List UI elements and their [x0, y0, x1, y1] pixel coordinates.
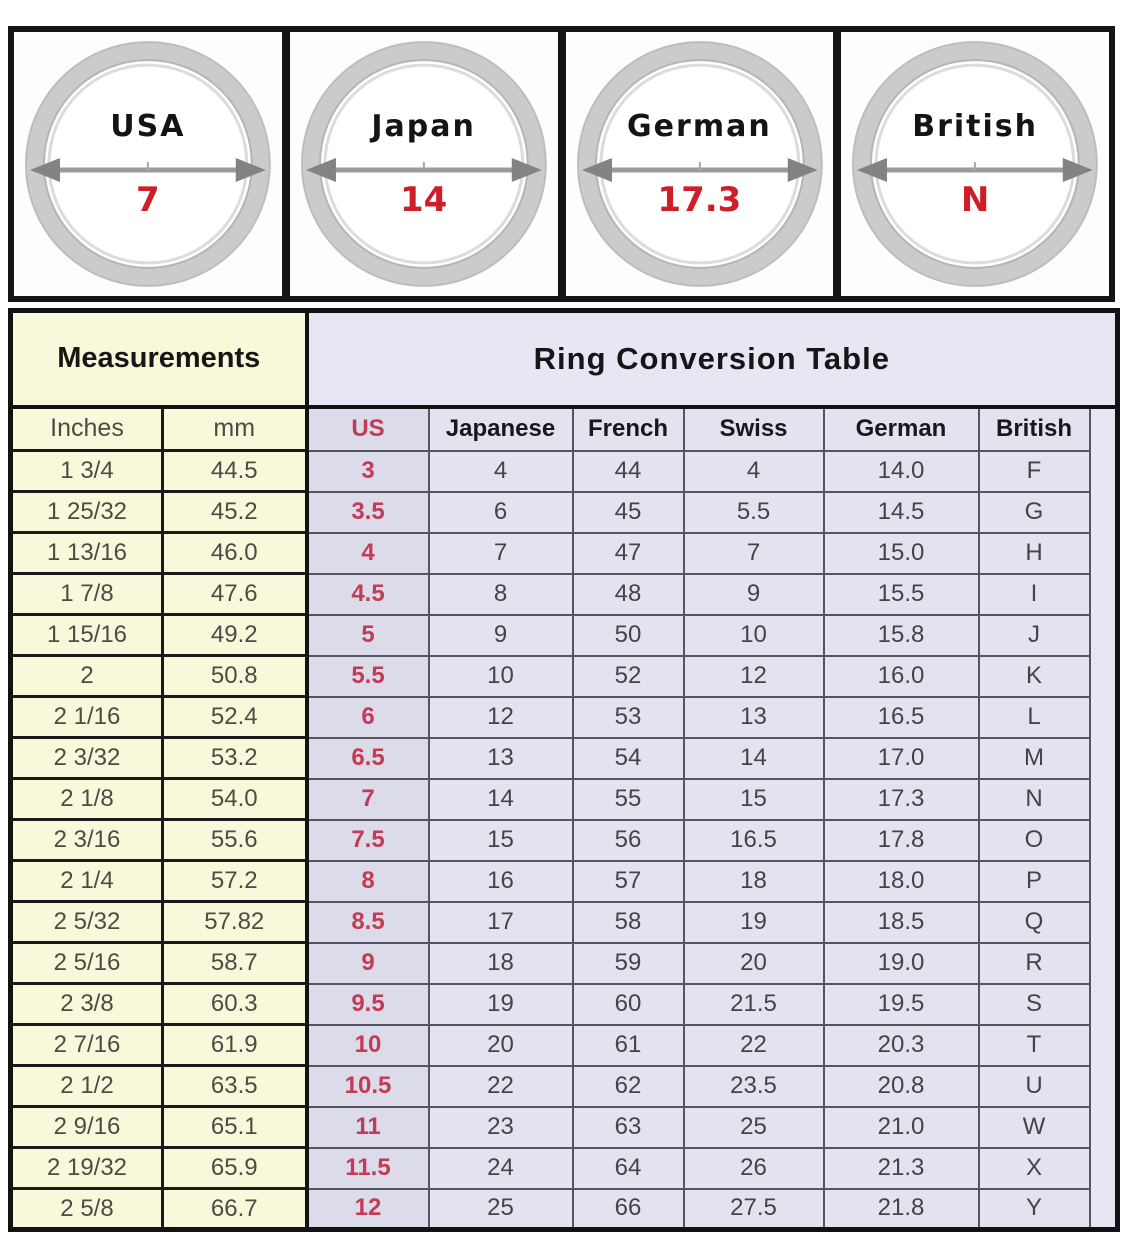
cell-us: 7.5: [307, 820, 429, 861]
cell-japanese: 12: [429, 697, 573, 738]
cell-japanese: 19: [429, 984, 573, 1025]
table-row: [11, 1025, 1118, 1066]
cell-inches: 2 5/16: [11, 943, 163, 984]
cell-japanese: 13: [429, 738, 573, 779]
cell-german: 19.5: [824, 984, 979, 1025]
cell-japanese: 25: [429, 1189, 573, 1230]
column-header-row: [11, 407, 1118, 451]
cell-inches: 1 13/16: [11, 533, 163, 574]
cell-french: 53: [573, 697, 684, 738]
cell-french: 52: [573, 656, 684, 697]
cell-british: T: [979, 1025, 1090, 1066]
ring-diagrams-band: [8, 26, 1115, 302]
cell-british: H: [979, 533, 1090, 574]
col-header-us: US: [307, 407, 429, 451]
cell-japanese: 22: [429, 1066, 573, 1107]
cell-inches: 2 5/8: [11, 1189, 163, 1230]
cell-french: 61: [573, 1025, 684, 1066]
cell-inches: 2 3/32: [11, 738, 163, 779]
cell-german: 15.8: [824, 615, 979, 656]
cell-british: I: [979, 574, 1090, 615]
cell-inches: 2 3/8: [11, 984, 163, 1025]
ring-size-value: 17.3: [657, 179, 742, 220]
cell-swiss: 26: [684, 1148, 824, 1189]
cell-british: G: [979, 492, 1090, 533]
cell-swiss: 22: [684, 1025, 824, 1066]
cell-swiss: 27.5: [684, 1189, 824, 1230]
cell-swiss: 4: [684, 451, 824, 492]
cell-us: 7: [307, 779, 429, 820]
cell-japanese: 10: [429, 656, 573, 697]
col-header-japanese: Japanese: [429, 407, 573, 451]
cell-british: J: [979, 615, 1090, 656]
cell-japanese: 8: [429, 574, 573, 615]
cell-mm: 45.2: [163, 492, 307, 533]
table-row: [11, 820, 1118, 861]
ring-conversion-table: [8, 308, 1120, 1232]
cell-german: 20.8: [824, 1066, 979, 1107]
cell-swiss: 19: [684, 902, 824, 943]
ring-size-value: N: [960, 179, 990, 220]
cell-japanese: 4: [429, 451, 573, 492]
cell-us: 4: [307, 533, 429, 574]
cell-us: 6: [307, 697, 429, 738]
cell-french: 59: [573, 943, 684, 984]
cell-german: 15.5: [824, 574, 979, 615]
cell-mm: 66.7: [163, 1189, 307, 1230]
cell-french: 55: [573, 779, 684, 820]
cell-swiss: 21.5: [684, 984, 824, 1025]
table-row: [11, 738, 1118, 779]
cell-us: 12: [307, 1189, 429, 1230]
cell-us: 10.5: [307, 1066, 429, 1107]
cell-mm: 52.4: [163, 697, 307, 738]
cell-swiss: 16.5: [684, 820, 824, 861]
cell-german: 21.8: [824, 1189, 979, 1230]
cell-inches: 2 5/32: [11, 902, 163, 943]
conversion-table-title: Ring Conversion Table: [307, 311, 1118, 407]
cell-inches: 2 9/16: [11, 1107, 163, 1148]
cell-mm: 44.5: [163, 451, 307, 492]
cell-japanese: 15: [429, 820, 573, 861]
cell-inches: 2 1/4: [11, 861, 163, 902]
cell-us: 11.5: [307, 1148, 429, 1189]
cell-british: U: [979, 1066, 1090, 1107]
col-header-german: German: [824, 407, 979, 451]
cell-japanese: 6: [429, 492, 573, 533]
cell-japanese: 7: [429, 533, 573, 574]
ring-icon: [290, 32, 558, 296]
cell-swiss: 14: [684, 738, 824, 779]
cell-swiss: 13: [684, 697, 824, 738]
cell-inches: 2 19/32: [11, 1148, 163, 1189]
cell-german: 19.0: [824, 943, 979, 984]
cell-british: O: [979, 820, 1090, 861]
table-row: [11, 1107, 1118, 1148]
ring-icon: [841, 32, 1109, 296]
cell-french: 57: [573, 861, 684, 902]
cell-french: 60: [573, 984, 684, 1025]
cell-inches: 2 1/8: [11, 779, 163, 820]
cell-french: 56: [573, 820, 684, 861]
cell-british: X: [979, 1148, 1090, 1189]
cell-mm: 55.6: [163, 820, 307, 861]
col-header-mm: mm: [163, 407, 307, 451]
col-header-inches: Inches: [11, 407, 163, 451]
col-header-swiss: Swiss: [684, 407, 824, 451]
ring-diagram-british: [833, 32, 1109, 296]
ring-size-value: 7: [136, 179, 160, 220]
cell-swiss: 25: [684, 1107, 824, 1148]
cell-japanese: 20: [429, 1025, 573, 1066]
cell-german: 14.5: [824, 492, 979, 533]
cell-swiss: 7: [684, 533, 824, 574]
cell-japanese: 17: [429, 902, 573, 943]
cell-british: R: [979, 943, 1090, 984]
cell-inches: 2 1/2: [11, 1066, 163, 1107]
ring-diagram-usa: [14, 32, 282, 296]
table-row: [11, 1189, 1118, 1230]
cell-british: L: [979, 697, 1090, 738]
table-row: [11, 779, 1118, 820]
cell-german: 21.0: [824, 1107, 979, 1148]
ring-diagram-japan: [282, 32, 558, 296]
cell-us: 9: [307, 943, 429, 984]
cell-inches: 1 25/32: [11, 492, 163, 533]
ring-region-label: Japan: [371, 108, 476, 144]
ring-size-value: 14: [399, 179, 448, 220]
cell-us: 5.5: [307, 656, 429, 697]
col-header-british: British: [979, 407, 1090, 451]
cell-japanese: 23: [429, 1107, 573, 1148]
table-row: [11, 861, 1118, 902]
cell-french: 45: [573, 492, 684, 533]
cell-mm: 58.7: [163, 943, 307, 984]
cell-mm: 53.2: [163, 738, 307, 779]
cell-inches: 2 3/16: [11, 820, 163, 861]
table-row: [11, 902, 1118, 943]
table-row: [11, 697, 1118, 738]
cell-swiss: 20: [684, 943, 824, 984]
cell-swiss: 12: [684, 656, 824, 697]
cell-us: 9.5: [307, 984, 429, 1025]
cell-british: N: [979, 779, 1090, 820]
cell-mm: 61.9: [163, 1025, 307, 1066]
cell-us: 11: [307, 1107, 429, 1148]
ring-region-label: German: [627, 108, 772, 144]
cell-japanese: 9: [429, 615, 573, 656]
cell-inches: 1 15/16: [11, 615, 163, 656]
cell-british: P: [979, 861, 1090, 902]
cell-us: 8.5: [307, 902, 429, 943]
ring-region-label: USA: [110, 108, 186, 144]
cell-inches: 2 1/16: [11, 697, 163, 738]
cell-inches: 1 7/8: [11, 574, 163, 615]
cell-german: 16.0: [824, 656, 979, 697]
cell-us: 6.5: [307, 738, 429, 779]
cell-japanese: 14: [429, 779, 573, 820]
cell-mm: 54.0: [163, 779, 307, 820]
cell-mm: 60.3: [163, 984, 307, 1025]
table-row: [11, 451, 1118, 492]
cell-us: 5: [307, 615, 429, 656]
cell-us: 4.5: [307, 574, 429, 615]
cell-mm: 50.8: [163, 656, 307, 697]
cell-british: W: [979, 1107, 1090, 1148]
table-row: [11, 533, 1118, 574]
cell-british: Q: [979, 902, 1090, 943]
cell-french: 58: [573, 902, 684, 943]
table-row: [11, 656, 1118, 697]
cell-mm: 57.2: [163, 861, 307, 902]
cell-swiss: 10: [684, 615, 824, 656]
cell-swiss: 23.5: [684, 1066, 824, 1107]
cell-french: 64: [573, 1148, 684, 1189]
cell-us: 3: [307, 451, 429, 492]
cell-swiss: 5.5: [684, 492, 824, 533]
cell-german: 14.0: [824, 451, 979, 492]
cell-french: 48: [573, 574, 684, 615]
ring-icon: [566, 32, 834, 296]
cell-british: K: [979, 656, 1090, 697]
table-row: [11, 943, 1118, 984]
right-spacer-strip: [1090, 407, 1118, 1230]
conversion-table-section: [8, 308, 1120, 1232]
cell-inches: 2: [11, 656, 163, 697]
cell-us: 10: [307, 1025, 429, 1066]
table-row: [11, 984, 1118, 1025]
cell-british: S: [979, 984, 1090, 1025]
cell-french: 54: [573, 738, 684, 779]
table-row: [11, 1066, 1118, 1107]
table-row: [11, 574, 1118, 615]
ring-icon: [14, 32, 282, 296]
cell-german: 17.0: [824, 738, 979, 779]
cell-french: 63: [573, 1107, 684, 1148]
cell-german: 18.5: [824, 902, 979, 943]
measurements-header: Measurements: [11, 311, 307, 407]
cell-swiss: 15: [684, 779, 824, 820]
cell-british: Y: [979, 1189, 1090, 1230]
cell-swiss: 18: [684, 861, 824, 902]
table-row: [11, 615, 1118, 656]
cell-mm: 63.5: [163, 1066, 307, 1107]
cell-mm: 49.2: [163, 615, 307, 656]
cell-french: 50: [573, 615, 684, 656]
cell-german: 21.3: [824, 1148, 979, 1189]
col-header-french: French: [573, 407, 684, 451]
table-row: [11, 492, 1118, 533]
ring-region-label: British: [912, 108, 1039, 144]
cell-british: M: [979, 738, 1090, 779]
cell-french: 62: [573, 1066, 684, 1107]
cell-german: 20.3: [824, 1025, 979, 1066]
cell-german: 17.3: [824, 779, 979, 820]
cell-french: 44: [573, 451, 684, 492]
cell-inches: 2 7/16: [11, 1025, 163, 1066]
cell-german: 18.0: [824, 861, 979, 902]
cell-german: 15.0: [824, 533, 979, 574]
cell-mm: 65.9: [163, 1148, 307, 1189]
cell-mm: 47.6: [163, 574, 307, 615]
cell-inches: 1 3/4: [11, 451, 163, 492]
cell-french: 66: [573, 1189, 684, 1230]
cell-japanese: 24: [429, 1148, 573, 1189]
cell-german: 17.8: [824, 820, 979, 861]
cell-us: 3.5: [307, 492, 429, 533]
section-header-row: [11, 311, 1118, 407]
cell-german: 16.5: [824, 697, 979, 738]
cell-japanese: 18: [429, 943, 573, 984]
table-body: [11, 311, 1118, 1230]
ring-diagram-german: [558, 32, 834, 296]
cell-french: 47: [573, 533, 684, 574]
cell-mm: 57.82: [163, 902, 307, 943]
cell-mm: 46.0: [163, 533, 307, 574]
cell-us: 8: [307, 861, 429, 902]
table-row: [11, 1148, 1118, 1189]
cell-swiss: 9: [684, 574, 824, 615]
cell-japanese: 16: [429, 861, 573, 902]
cell-british: F: [979, 451, 1090, 492]
cell-mm: 65.1: [163, 1107, 307, 1148]
